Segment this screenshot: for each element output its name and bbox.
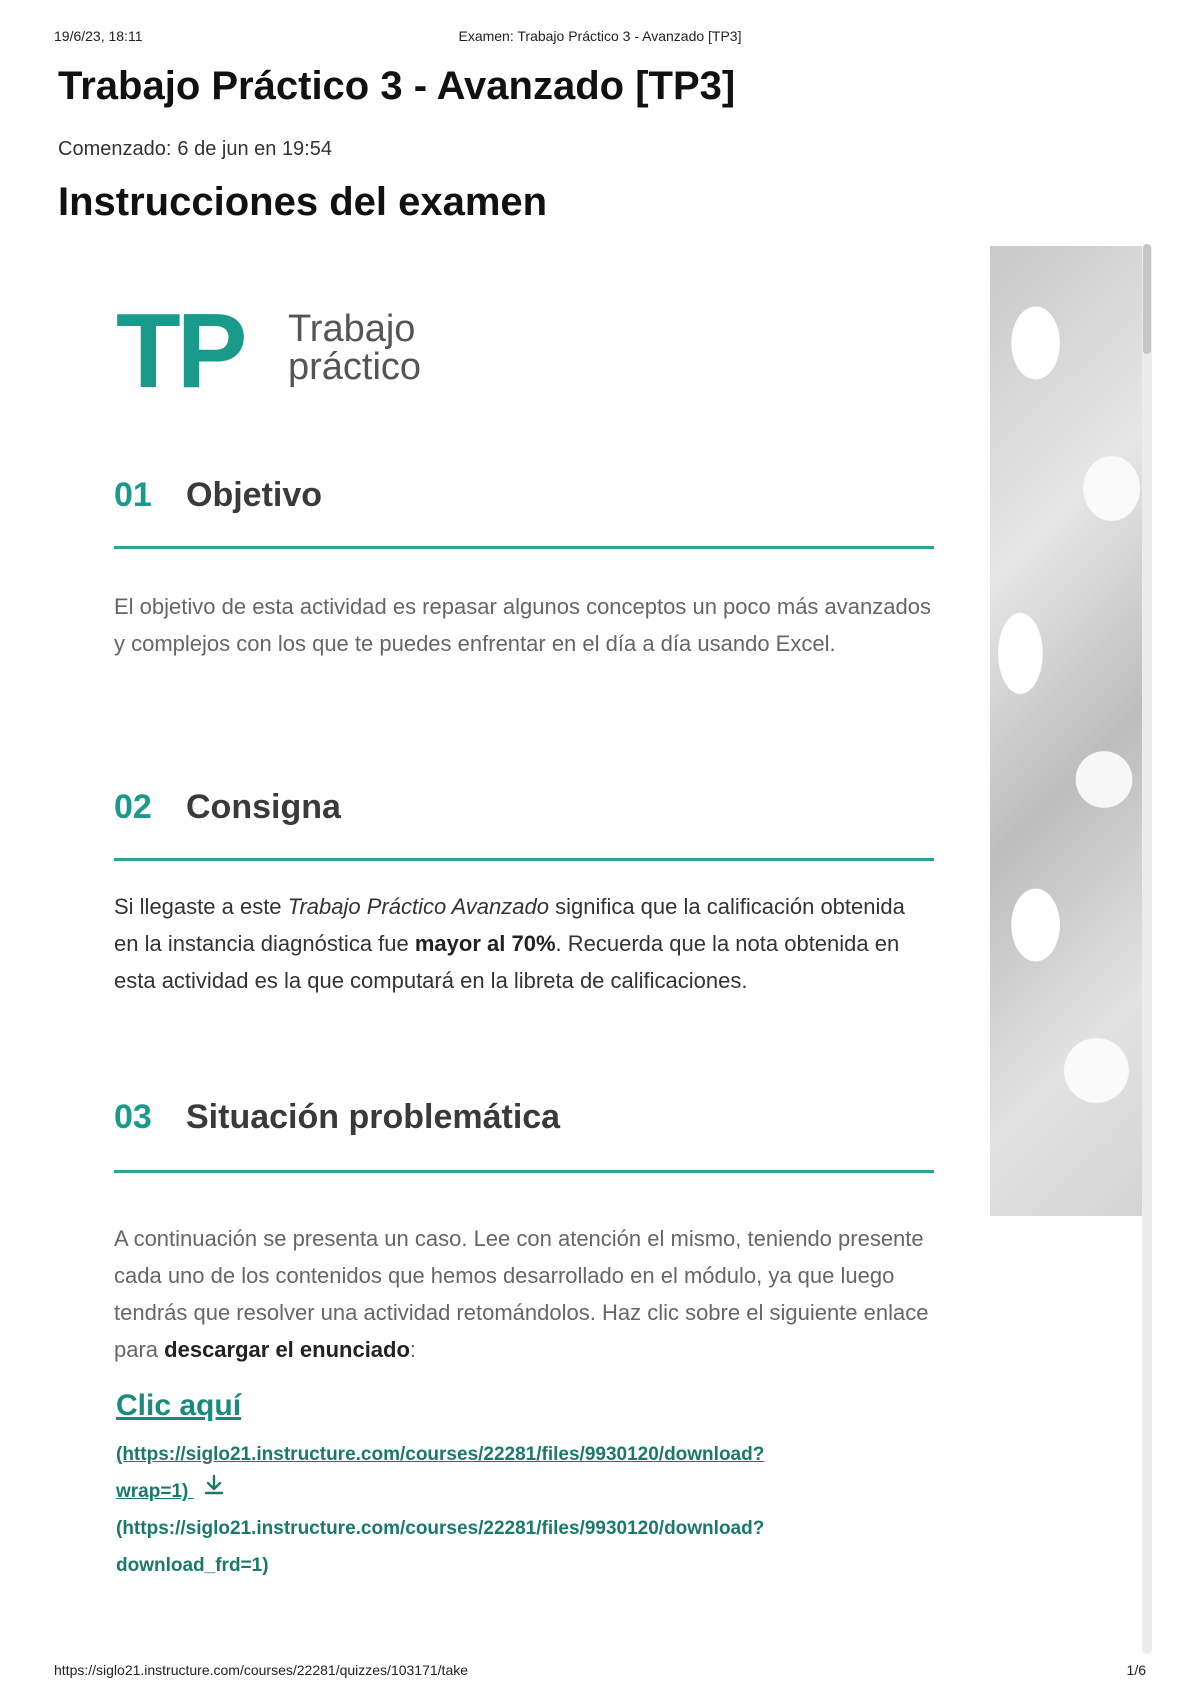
file-url-wrap-line2[interactable]: wrap=1)	[116, 1481, 189, 1502]
instructions-title: Instrucciones del examen	[58, 180, 548, 224]
print-date: 19/6/23, 18:11	[54, 28, 143, 44]
started-info	[58, 138, 332, 161]
body-text: significa que la calificación obtenida en la instancia diagnóstica fue	[114, 894, 905, 956]
section-situacion	[114, 1098, 934, 1362]
section-title: Consigna	[186, 788, 341, 826]
tp-logo-text	[288, 310, 421, 386]
section-divider	[114, 858, 934, 861]
page-title: Trabajo Práctico 3 - Avanzado [TP3]	[58, 64, 736, 108]
tp-logo-mark: TP	[116, 292, 244, 410]
tp-logo-line2: práctico	[288, 346, 422, 388]
body-text: :	[409, 1337, 417, 1362]
body-bold: descargar el enunciado	[164, 1337, 410, 1362]
file-url-download-line2[interactable]: download_frd=1)	[116, 1555, 269, 1577]
print-footer-url: https://siglo21.instructure.com/courses/22281/quizzes/103171/take	[54, 1662, 469, 1678]
clic-aqui-link[interactable]: Clic aquí	[116, 1389, 242, 1422]
section-body: El objetivo de esta actividad es repasar algunos conceptos un poco más avanzados y complejos con los que te puedes enfrentar en el día a día usando Excel.	[114, 594, 931, 656]
file-url-wrap-line1[interactable]: (https://siglo21.instructure.com/courses/22281/files/9930120/download?	[116, 1444, 765, 1465]
print-header	[54, 28, 1146, 48]
section-divider	[114, 546, 934, 549]
section-number: 02	[114, 788, 152, 826]
file-url-download-line1[interactable]: (https://siglo21.instructure.com/courses/22281/files/9930120/download?	[116, 1518, 765, 1540]
body-bold: mayor al 70%	[414, 931, 556, 956]
download-icon[interactable]	[202, 1473, 226, 1510]
section-title: Objetivo	[186, 476, 323, 514]
section-title: Situación problemática	[186, 1098, 561, 1136]
print-page-number: 1/6	[1126, 1662, 1146, 1678]
scrollbar-thumb[interactable]	[1143, 244, 1151, 354]
section-heading	[114, 788, 934, 828]
section-divider	[114, 1170, 934, 1173]
body-text: A continuación se presenta un caso. Lee con atención el mismo, teniendo presente cada uno de los contenidos que hemos desarrollado en el módulo, ya que luego tendrás que resolver una actividad retomándolos. Haz clic sobre el siguiente enlace para	[114, 1226, 929, 1362]
section-body	[114, 888, 934, 999]
section-number: 01	[114, 476, 152, 514]
section-body	[114, 1220, 934, 1368]
print-doc-title: Examen: Trabajo Práctico 3 - Avanzado [TP3]	[458, 28, 742, 44]
body-text: Si llegaste a este	[114, 894, 288, 919]
section-consigna	[114, 788, 934, 993]
section-heading	[114, 1098, 934, 1138]
scrollbar[interactable]	[1142, 244, 1152, 1654]
started-value: 6 de jun en 19:54	[177, 138, 332, 160]
decorative-architecture-image	[990, 246, 1142, 1216]
started-label: Comenzado:	[58, 138, 172, 160]
body-italic: Trabajo Práctico Avanzado	[287, 894, 549, 919]
file-url-wrap-line2-container	[116, 1473, 936, 1510]
body-text: . Recuerda que la nota obtenida en esta actividad es la que computará en la libreta de calificaciones.	[114, 931, 900, 993]
section-heading	[114, 476, 934, 516]
section-objetivo	[114, 476, 934, 656]
tp-logo-line1: Trabajo	[288, 308, 416, 350]
download-links	[116, 1386, 936, 1584]
print-footer	[54, 1662, 1146, 1682]
section-number: 03	[114, 1098, 152, 1136]
